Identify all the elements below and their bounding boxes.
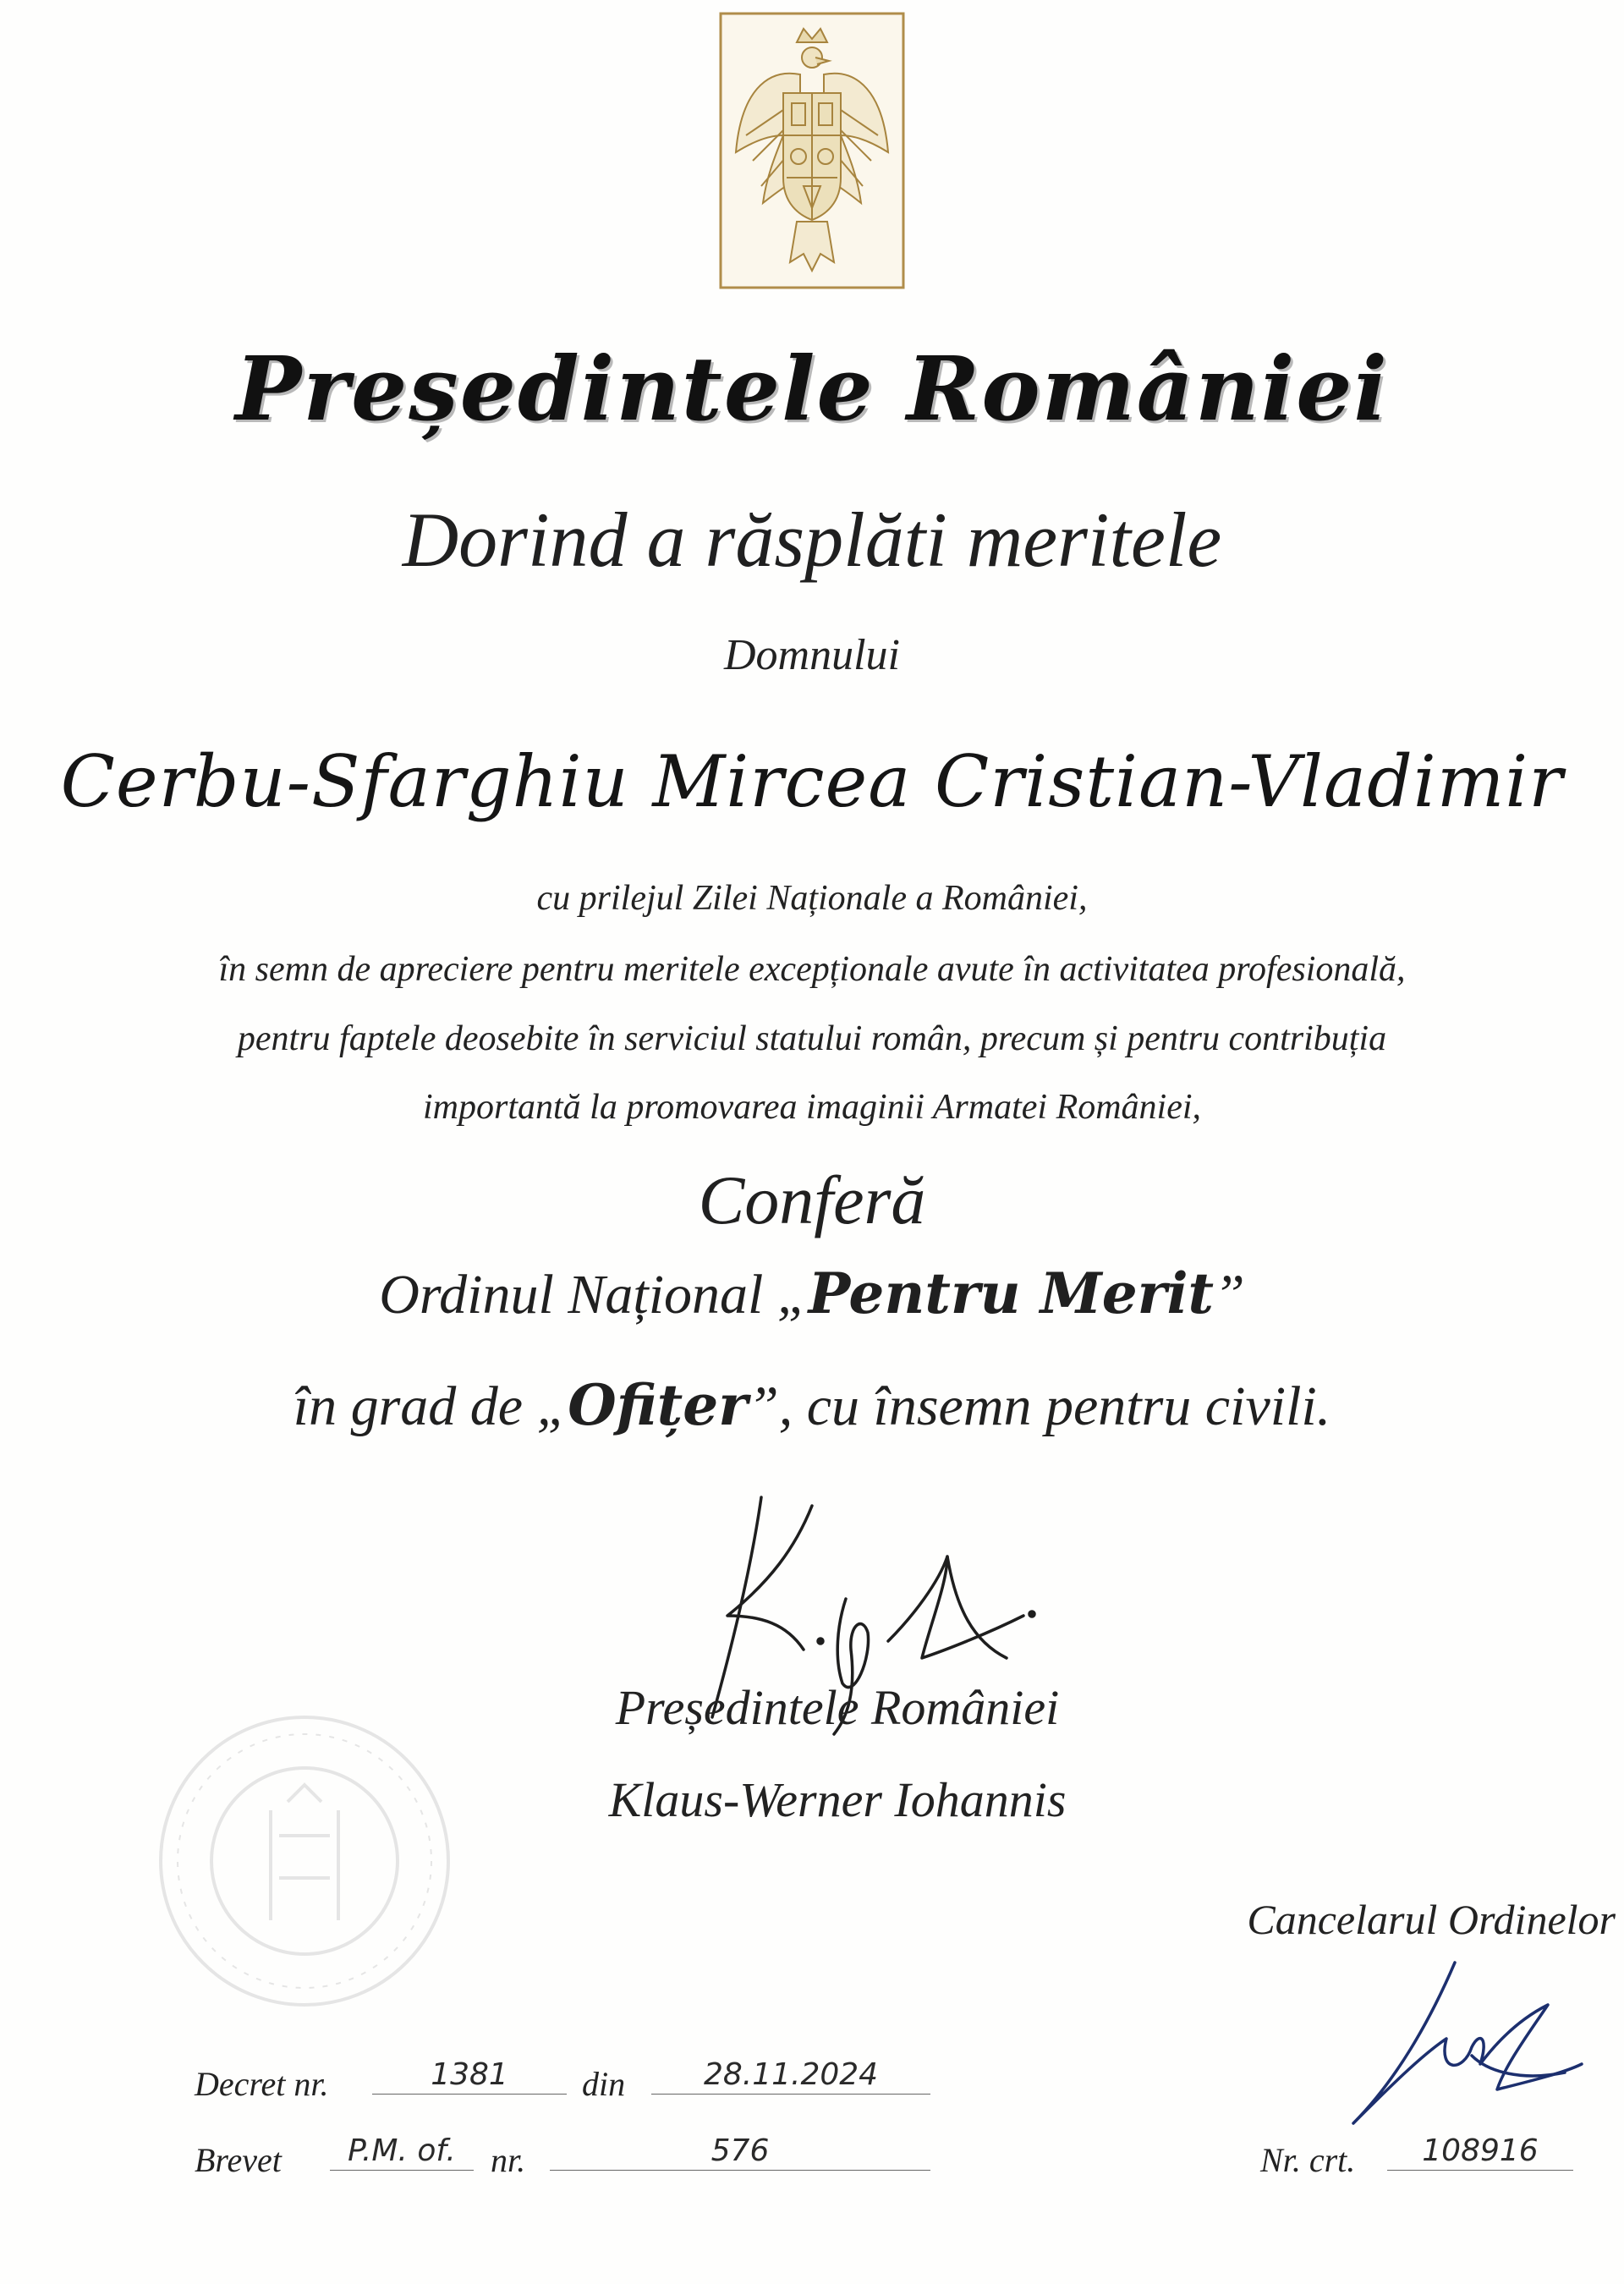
order-suffix: ” xyxy=(1214,1264,1245,1326)
order-name: Pentru Merit xyxy=(808,1260,1215,1326)
certificate-heading: Președintele României xyxy=(235,337,1389,441)
president-name: Klaus-Werner Iohannis xyxy=(608,1772,1067,1827)
president-title: Președintele României xyxy=(615,1680,1060,1735)
brevet-nr-label: nr. xyxy=(491,2141,526,2179)
chancellor-title: Cancelarul Ordinelor xyxy=(1247,1896,1616,1943)
rank-prefix: în grad de „ xyxy=(293,1375,568,1437)
rank-suffix: ”, cu însemn pentru civili. xyxy=(748,1375,1331,1437)
recipient-name: Cerbu-Sfarghiu Mircea Cristian-Vladimir xyxy=(60,740,1564,823)
rank-line xyxy=(0,1372,1624,1439)
salutation: Domnului xyxy=(724,631,900,679)
intro-line: Dorind a răsplăti meritele xyxy=(402,497,1222,583)
president-block xyxy=(541,1679,1133,1828)
order-line xyxy=(0,1260,1624,1327)
crt-number: 108916 xyxy=(1387,2133,1573,2171)
romanian-coat-of-arms-icon xyxy=(716,8,908,293)
decree-din-label: din xyxy=(582,2065,626,2103)
confers-heading: Conferă xyxy=(698,1161,926,1238)
rank-name: Ofițer xyxy=(568,1372,749,1438)
brevet-series: P.M. of. xyxy=(330,2133,474,2171)
brevet-label: Brevet xyxy=(195,2141,282,2179)
decree-date: 28.11.2024 xyxy=(651,2057,930,2095)
order-prefix: Ordinul Național „ xyxy=(379,1264,809,1326)
chancellor-signature xyxy=(1336,1946,1590,2140)
decree-label: Decret nr. xyxy=(195,2065,329,2103)
body-line: în semn de apreciere pentru meritele excepționale avute în activitatea profesională, xyxy=(218,950,1406,989)
embossed-seal xyxy=(152,1709,457,2013)
body-line: importantă la promovarea imaginii Armatei României, xyxy=(422,1088,1202,1127)
brevet-number: 576 xyxy=(550,2133,930,2171)
crt-label: Nr. crt. xyxy=(1260,2141,1356,2179)
decree-number: 1381 xyxy=(372,2057,567,2095)
body-line: cu prilejul Zilei Naționale a României, xyxy=(536,879,1088,918)
body-line: pentru faptele deosebite în serviciul statului român, precum și pentru contribuția xyxy=(237,1019,1387,1058)
